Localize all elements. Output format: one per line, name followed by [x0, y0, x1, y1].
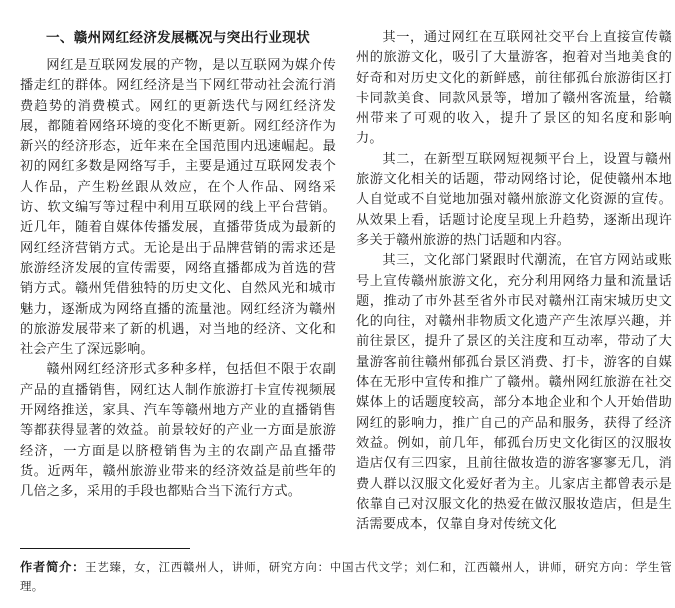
- right-paragraph-3: 其三，文化部门紧跟时代潮流，在官方网站或账号上宣传赣州旅游文化，充分利用网络力量和流量话题，推动了市外甚至省外市民对赣州江南宋城历史文化的向往，对赣州非物质文化遗产产生浓厚兴趣，并前往景区，提升了景区的关注度和互动率，带动了大量游客前往赣州郁孤台景区消费、打卡，游客的自媒体在无形中宣传和推广了赣州。赣州网红旅游在社交媒体上的话题度较高，部分本地企业和个人开始借助网红的影响力，推广自己的产品和服务，获得了经济效益。例如，前几年，郁孤台历史文化街区的汉服妆造店仅有三四家，且前往做妆造的游客寥寥无几，消费人群以汉服文化爱好者为主。儿家店主都曾表示是依靠自己对汉服文化的热爱在做汉服妆造店，但是生活需要成本，仅靠自身对传统文化: [356, 253, 672, 533]
- right-paragraph-1: 其一，通过网红在互联网社交平台上直接宣传赣州的旅游文化，吸引了大量游客，抱着对当地美食的好奇和对历史文化的新鲜感，前往郁孤台旅游街区打卡同款美食、同款风景等，增加了赣州客流量，给赣州带来了可观的收入，提升了景区的知名度和影响力。: [356, 30, 672, 147]
- author-footnote: [20, 558, 672, 596]
- left-column: [20, 28, 336, 503]
- footnote-divider: [20, 548, 190, 549]
- footnote-text: 王艺臻，女，江西赣州人，讲师，研究方向：中国古代文学；刘仁和，江西赣州人，讲师，研究方向：学生管理。: [20, 560, 673, 593]
- right-column: [356, 28, 672, 535]
- left-paragraph-2: 赣州网红经济形式多种多样，包括但不限于农副产品的直播销售，网红达人制作旅游打卡宣传视频展开网络推送，家具、汽车等赣州地方产业的直播销售等都获得显著的效益。前景较好的产业一方面是旅游经济，一方面是以脐橙销售为主的农副产品直播带货。近两年，赣州旅游业带来的经济效益是前些年的几倍之多，采用的手段也都贴合当下流行方式。: [20, 362, 336, 500]
- footnote-label: 作者简介：: [20, 560, 86, 574]
- right-paragraph-2: 其二，在新型互联网短视频平台上，设置与赣州旅游文化相关的话题，带动网络讨论，促使赣州本地人自觉或不自觉地加强对赣州旅游文化资源的宣传。从效果上看，话题讨论度呈现上升趋势，逐渐出现许多关于赣州旅游的热门话题和内容。: [356, 151, 672, 248]
- left-paragraph-1: 网红是互联网发展的产物，是以互联网为媒介传播走红的群体。网红经济是当下网红带动社会流行消费趋势的消费模式。网红的更新迭代与网红经济发展，都随着网络环境的变化不断更新。网红经济作为新兴的经济形态，近年来在全国范围内迅速崛起。最初的网红多数是网络写手，主要是通过互联网发表个人作品，产生粉丝跟从效应，在个人作品、网络采访、软文编写等过程中利用互联网的线上平台营销。近几年，随着自媒体传播发展，直播带货成为最新的网红经济营销方式。无论是出于品牌营销的需求还是旅游经济发展的宣传需要，网络直播都成为首选的营销方式。赣州凭借独特的历史文化、自然风光和城市魅力，逐渐成为网络直播的流量池。网红经济为赣州的旅游发展带来了新的机遇，对当地的经济、文化和社会产生了深远影响。: [20, 58, 336, 358]
- section-title: 一、赣州网红经济发展概况与突出行业现状: [46, 30, 310, 46]
